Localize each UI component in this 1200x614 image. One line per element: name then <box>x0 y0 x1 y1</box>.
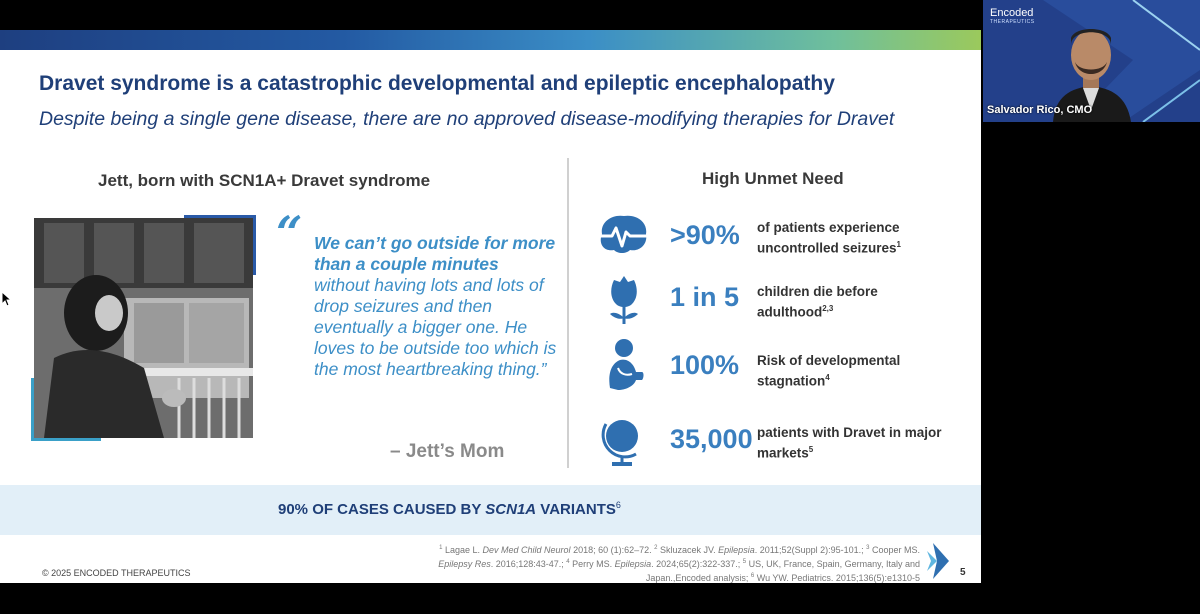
need-stat: 100% <box>670 350 740 380</box>
need-row-development <box>596 336 976 396</box>
slide-subtitle: Despite being a single gene disease, there are no approved disease-modifying therapies for Dravet <box>39 108 895 130</box>
need-text-body: children die before adulthood <box>757 284 878 320</box>
quote-emphasis: We can’t go outside for more than a couple minutes <box>314 233 556 274</box>
patient-heading: Jett, born with SCN1A+ Dravet syndrome <box>98 171 431 190</box>
slide-title: Dravet syndrome is a catastrophic developmental and epileptic encephalopathy <box>39 72 835 95</box>
need-row-markets <box>596 414 976 474</box>
banner-prefix: 90% OF CASES CAUSED BY <box>278 501 486 518</box>
ref-text: . 2011;52(Suppl 2):95-101.; <box>754 545 867 555</box>
need-ref: 5 <box>808 445 814 454</box>
ref-num: 1 <box>439 545 443 551</box>
banner-gene: SCN1A <box>485 501 537 518</box>
need-text <box>757 352 957 390</box>
ref-text: Cooper MS. <box>869 545 920 555</box>
cases-banner <box>0 485 981 535</box>
banner-suffix: VARIANTS <box>536 501 616 518</box>
need-stat: 35,000 <box>670 424 753 454</box>
need-ref: 4 <box>825 373 830 382</box>
mouse-cursor-icon <box>2 292 12 306</box>
quote-mark: “ <box>276 206 303 260</box>
ref-text: Lagae L. <box>442 545 483 555</box>
brain-pulse-icon <box>596 208 652 264</box>
need-row-mortality <box>596 270 976 330</box>
ref-text: . 2024;65(2):322-337.; <box>651 559 743 569</box>
banner-ref: 6 <box>615 500 621 510</box>
ref-text: Perry MS. <box>569 559 615 569</box>
ref-text: US, UK, France, Spain, Germany, Italy and Japan.,Encoded analysis; <box>645 559 920 583</box>
need-ref: 1 <box>896 240 901 249</box>
need-text-body: patients with Dravet in major markets <box>757 425 942 461</box>
need-stat: >90% <box>670 220 740 250</box>
references <box>420 542 920 583</box>
patient-photo-frame <box>34 218 253 438</box>
need-stat: 1 in 5 <box>670 282 740 312</box>
ref-num: 4 <box>566 559 570 565</box>
need-text-body: Risk of developmental stagnation <box>757 353 901 389</box>
need-text <box>757 424 957 462</box>
ref-num: 3 <box>866 545 870 551</box>
ref-text: Skluzacek JV. <box>657 545 719 555</box>
ref-journal: Epilepsia <box>718 545 755 555</box>
speaker-name: Salvador Rico, CMO <box>987 104 1093 116</box>
header-gradient-band <box>0 30 981 50</box>
presentation-slide <box>0 30 981 583</box>
sitting-child-icon <box>596 336 652 392</box>
need-text-body: of patients experience uncontrolled seizures <box>757 220 900 256</box>
banner-text <box>278 500 621 518</box>
copyright-text: © 2025 ENCODED THERAPEUTICS <box>42 568 191 578</box>
quote-body: without having lots and lots of drop seizures and then eventually a bigger one. He loves to be outside too which is the most heartbreaking thing.” <box>314 275 557 379</box>
video-brand-logo: Encoded <box>990 7 1034 19</box>
speaker-video-tile[interactable] <box>983 0 1200 122</box>
ref-num: 2 <box>654 545 658 551</box>
ref-num: 6 <box>750 573 755 579</box>
page-number: 5 <box>960 567 966 578</box>
quote-author: – Jett’s Mom <box>390 441 505 462</box>
ref-journal: Epilepsy Res <box>438 559 491 569</box>
flower-icon <box>596 270 652 326</box>
need-row-seizures <box>596 208 976 268</box>
ref-text: 2018; 60 (1):62–72. <box>570 545 655 555</box>
need-ref: 2,3 <box>822 304 834 313</box>
video-brand-sub: THERAPEUTICS <box>990 19 1035 25</box>
unmet-need-heading: High Unmet Need <box>702 169 844 188</box>
ref-text: Wu YW. Pediatrics. 2015;136(5):e1310-5 <box>754 573 920 583</box>
globe-icon <box>596 414 652 470</box>
patient-photo <box>34 218 253 438</box>
ref-text: . 2016;128:43-47.; <box>490 559 567 569</box>
need-text <box>757 219 957 257</box>
ref-num: 5 <box>742 559 747 565</box>
need-text <box>757 283 957 321</box>
patient-quote <box>314 233 559 380</box>
ref-journal: Dev Med Child Neurol <box>482 545 571 555</box>
encoded-logo-icon <box>923 543 949 579</box>
ref-journal: Epilepsia <box>614 559 652 569</box>
column-divider <box>567 158 569 468</box>
